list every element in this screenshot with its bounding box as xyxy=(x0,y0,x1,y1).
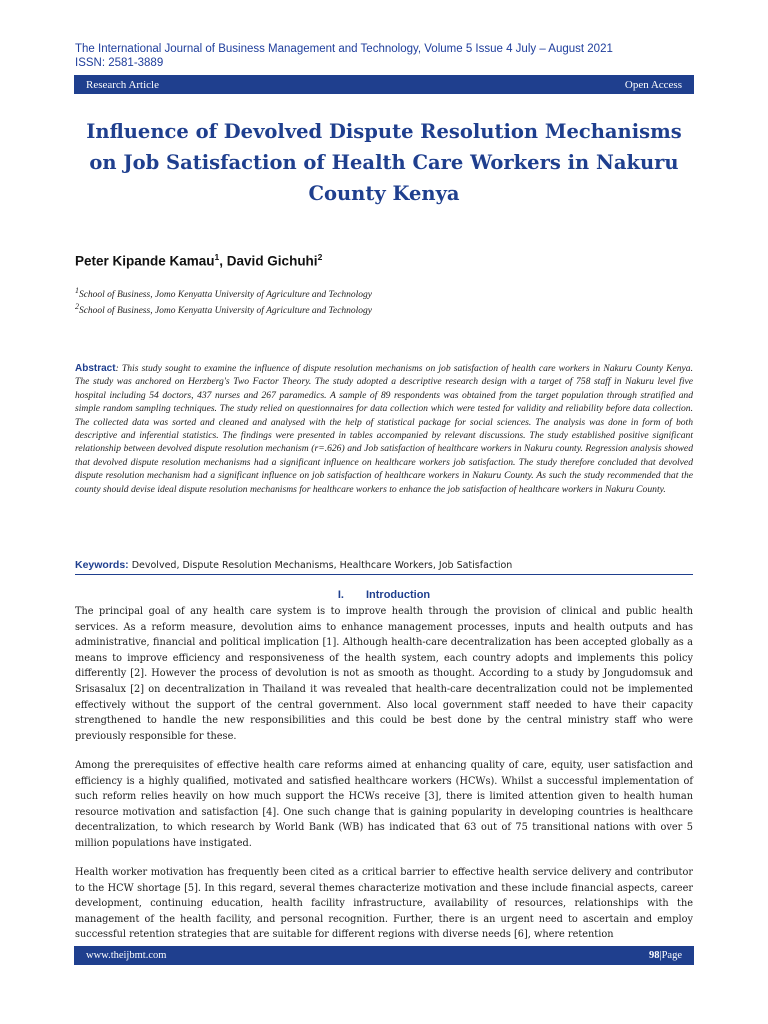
article-type-bar xyxy=(74,75,694,94)
section-number: I. xyxy=(337,589,344,601)
abstract-label: Abstract xyxy=(75,363,116,374)
page-number xyxy=(649,950,682,961)
journal-issn: ISSN: 2581-3889 xyxy=(75,57,164,69)
journal-header xyxy=(75,42,695,70)
affiliation xyxy=(75,302,372,316)
author-affiliation-marker: 1 xyxy=(214,252,220,262)
body-paragraph: Among the prerequisites of effective health care reforms aimed at enhancing quality of care, equity, user satisfaction and efficiency is a highly qualified, motivated and satisfied healthcare workers (HCWs). Whilst a successful implementation of such reform relies heavily on how much support the HCWs receive [3], there is limited attention given to health human resource motivation and satisfaction [4]. One such change that is gaining popularity in developing countries is healthcare decentralization, to which research by World Bank (WB) has indicated that 63 out of 75 transitional nations with over 5 million populations have instigated. xyxy=(75,760,693,849)
author-name: Peter Kipande Kamau xyxy=(75,253,215,269)
affiliation-text: School of Business, Jomo Kenyatta University of Agriculture and Technology xyxy=(78,306,373,317)
section-title: Introduction xyxy=(365,589,431,601)
affiliation xyxy=(75,286,372,300)
journal-website-link[interactable]: www.theijbmt.com xyxy=(86,950,167,961)
keywords-label: Keywords: xyxy=(75,559,129,571)
paper-title: Influence of Devolved Dispute Resolution Mechanisms on Job Satisfaction of Health Care Workers in Nakuru County Kenya xyxy=(86,120,682,205)
page-number-value: 98 xyxy=(648,950,660,961)
access-type-label: Open Access xyxy=(624,78,682,91)
keywords-text: Devolved, Dispute Resolution Mechanisms, Healthcare Workers, Job Satisfaction xyxy=(128,560,513,571)
abstract-colon: : xyxy=(115,363,119,374)
footer-bar xyxy=(74,946,694,965)
author-name: David Gichuhi xyxy=(226,253,318,269)
affiliation-marker: 1 xyxy=(75,286,79,295)
article-type-label: Research Article xyxy=(86,78,159,91)
body-paragraph: The principal goal of any health care system is to improve health through the provision of clinical and public health services. As a reform measure, devolution aims to enhance management processes, inputs and health outputs and has administrative, financial and political implication [1]. Although health-care decentralization has been accepted globally as a means to improve efficiency and responsiveness of the health system, each country adopts and implements this policy differently [2]. However the process of devolution is not as smooth as thought. According to a study by Jongudomsuk and Srisasalux [2] on decentralization in Thailand it was revealed that health-care decentralization could not be implemented effectively without the support of the central government. Also local government staff needed to have their capacity strengthened to handle the new responsibilities and this could be best done by the central ministry staff who were previously responsible for these. xyxy=(75,606,693,742)
page-label: |Page xyxy=(659,950,682,961)
affiliation-marker: 2 xyxy=(75,302,79,311)
author-separator: , xyxy=(219,253,227,269)
abstract xyxy=(75,362,693,496)
abstract-text: This study sought to examine the influence of dispute resolution mechanisms on job satisfaction of health care workers in Nakuru County Kenya. The study was anchored on Herzberg's Two Factor Theory. The study adopted a descriptive research design with a target of 758 staff in Nakuru level five hospital including 54 doctors, 437 nurses and 267 paramedics. A sample of 89 respondents was obtained from the target population through stratified and simple random sampling techniques. The study relied on questionnaires for data collection which were tested for validity and reliability before data collection. The collected data was sorted and cleaned and analysed with the help of statistical package for social sciences. The analysis was done in form of both descriptive and inferential statistics. The findings were presented in tables accompanied by relevant discussions. The study established positive significant relationship between devolved dispute resolution mechanism (r=.626) and Job satisfaction of healthcare workers in Nakuru county. Regression analysis showed that devolved dispute resolution mechanisms had a significant influence on healthcare workers job satisfaction. The study therefore concluded that devolved dispute resolution mechanism had a significant influence on job satisfaction of healthcare workers in Nakuru County. As such the study recommended that the county should devise ideal dispute resolution mechanisms for healthcare workers to enhance the job satisfaction of healthcare workers in Nakuru County. xyxy=(75,363,693,495)
author-affiliation-marker: 2 xyxy=(317,252,323,262)
keywords xyxy=(75,559,693,575)
affiliation-text: School of Business, Jomo Kenyatta University of Agriculture and Technology xyxy=(78,290,373,301)
author-list xyxy=(75,252,322,269)
journal-citation: The International Journal of Business Management and Technology, Volume 5 Issue 4 July – August 2021 xyxy=(75,43,613,55)
section-heading-introduction xyxy=(75,589,693,601)
body-paragraph: Health worker motivation has frequently been cited as a critical barrier to effective health service delivery and contributor to the HCW shortage [5]. In this regard, several themes characterize motivation and these include financial aspects, career development, continuing education, health facility infrastructure, availability of resources, relationships with the management of the health facility, and personal recognition. Further, there is an urgent need to ascertain and employ successful retention strategies that are suitable for different regions with diverse needs [6], where retention xyxy=(75,867,693,941)
